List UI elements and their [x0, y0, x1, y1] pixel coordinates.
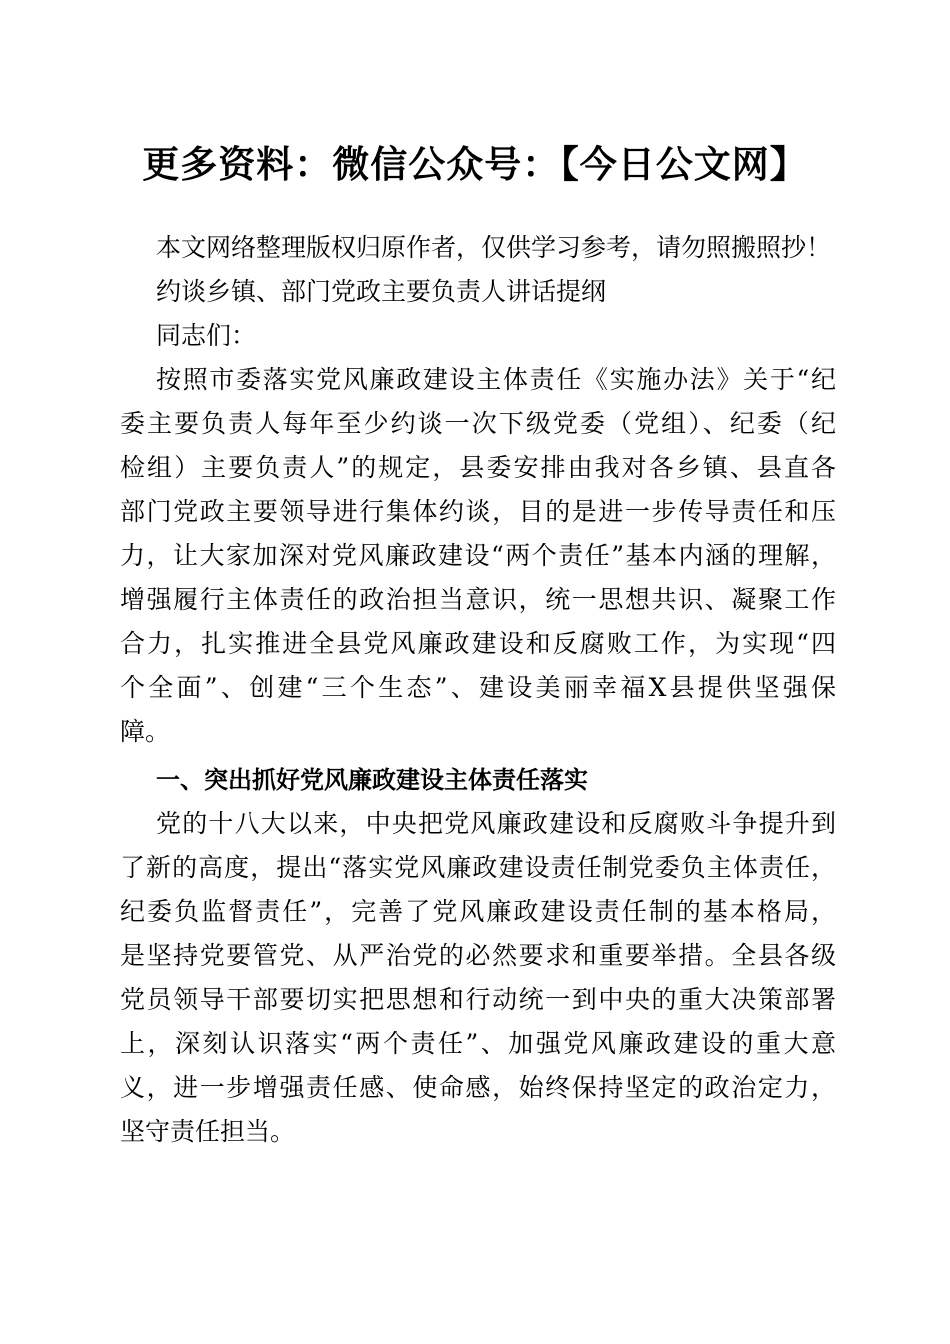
page-header-title: 更多资料：微信公众号：【今日公文网】 — [142, 143, 808, 186]
salutation: 同志们： — [156, 321, 257, 350]
paragraph-line: 按照市委落实党风廉政建设主体责任《实施办法》关于“纪 — [156, 365, 836, 394]
paragraph-line: 纪委负监督责任”，完善了党风廉政建设责任制的基本格局， — [120, 897, 836, 926]
paragraph-line: 义，进一步增强责任感、使命感，始终保持坚定的政治定力， — [120, 1073, 836, 1102]
paragraph-line: 是坚持党要管党、从严治党的必然要求和重要举措。全县各级 — [120, 941, 836, 970]
paragraph-line: 合力，扎实推进全县党风廉政建设和反腐败工作，为实现“四 — [120, 629, 836, 658]
paragraph-line: 党的十八大以来，中央把党风廉政建设和反腐败斗争提升到 — [156, 809, 836, 838]
paragraph-1 — [120, 358, 836, 754]
copyright-notice: 本文网络整理版权归原作者，仅供学习参考，请勿照搬照抄！ — [156, 233, 832, 262]
section-heading: 一、突出抓好党风廉政建设主体责任落实 — [156, 766, 588, 794]
paragraph-2 — [120, 802, 836, 1154]
document-body — [120, 226, 836, 1154]
paragraph-line: 委主要负责人每年至少约谈一次下级党委（党组）、纪委（纪 — [120, 409, 836, 438]
paragraph-line: 部门党政主要领导进行集体约谈，目的是进一步传导责任和压 — [120, 497, 836, 526]
paragraph-line: 了新的高度，提出“落实党风廉政建设责任制党委负主体责任， — [120, 853, 836, 882]
paragraph-line: 个全面”、创建“三个生态”、建设美丽幸福X县提供坚强保 — [120, 673, 836, 702]
document-title: 约谈乡镇、部门党政主要负责人讲话提纲 — [156, 277, 607, 306]
paragraph-line: 党员领导干部要切实把思想和行动统一到中央的重大决策部署 — [120, 985, 836, 1014]
paragraph-line: 坚守责任担当。 — [120, 1117, 296, 1146]
paragraph-line: 障。 — [120, 717, 171, 746]
paragraph-line: 检组）主要负责人”的规定，县委安排由我对各乡镇、县直各 — [120, 453, 836, 482]
paragraph-line: 上，深刻认识落实“两个责任”、加强党风廉政建设的重大意 — [120, 1029, 836, 1058]
paragraph-line: 力，让大家加深对党风廉政建设“两个责任”基本内涵的理解， — [120, 541, 836, 570]
paragraph-line: 增强履行主体责任的政治担当意识，统一思想共识、凝聚工作 — [120, 585, 836, 614]
